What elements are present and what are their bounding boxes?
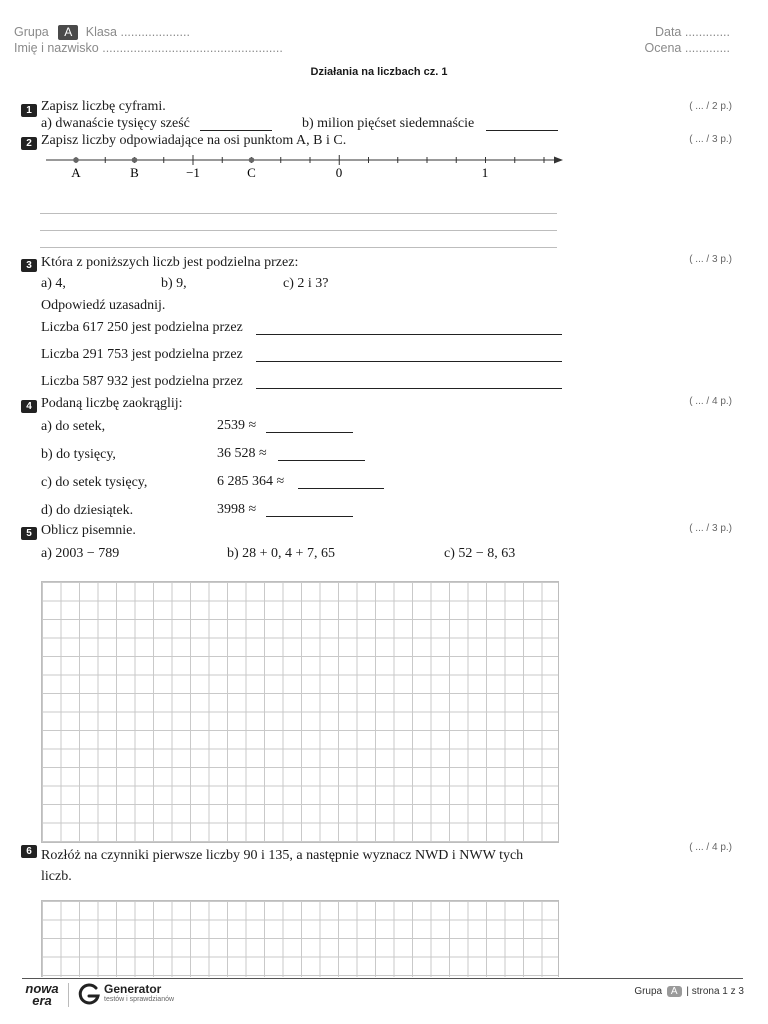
- page-title: Działania na liczbach cz. 1: [310, 66, 448, 78]
- question-1-points: ( ... / 2 p.): [689, 101, 732, 112]
- question-4-row-a-value: 2539 ≈: [217, 418, 257, 433]
- question-3-line-3: Liczba 587 932 jest podzielna przez: [41, 374, 243, 389]
- answer-line-1a[interactable]: [200, 130, 272, 131]
- question-number-2: 2: [21, 137, 37, 150]
- label-B: B: [130, 165, 139, 180]
- point-A: [73, 157, 79, 163]
- question-3-line-2: Liczba 291 753 jest podzielna przez: [41, 347, 243, 362]
- answer-line-4b[interactable]: [278, 460, 365, 461]
- page-indicator: [634, 986, 744, 997]
- question-number-3: 3: [21, 259, 37, 272]
- point-C: [249, 157, 255, 163]
- calculation-grid-6[interactable]: [41, 900, 559, 977]
- nowa-era-logo: nowa era: [25, 981, 59, 1008]
- question-2-text: Zapisz liczby odpowiadające na osi punktom A, B i C.: [41, 133, 347, 148]
- question-4-text: Podaną liczbę zaokrąglij:: [41, 396, 183, 411]
- class-field[interactable]: Klasa ....................: [85, 25, 190, 39]
- grade-field[interactable]: Ocena .............: [644, 41, 730, 55]
- question-4-row-b-value: 36 528 ≈: [217, 446, 267, 461]
- footer-group-badge: A: [667, 986, 682, 997]
- page-footer: [0, 978, 768, 1024]
- footer-group-label: Grupa: [634, 986, 663, 997]
- answer-line-2b[interactable]: [40, 230, 557, 231]
- generator-subtitle: testów i sprawdzianów: [104, 996, 175, 1003]
- question-5-text: Oblicz pisemnie.: [41, 523, 136, 538]
- question-5-a: a) 2003 − 789: [41, 546, 120, 561]
- question-3-opt-b: b) 9,: [161, 276, 187, 291]
- question-6-text-line-1: Rozłóż na czynniki pierwsze liczby 90 i 135, a następnie wyznacz NWD i NWW tych: [41, 848, 524, 863]
- question-3-justify: Odpowiedź uzasadnij.: [41, 298, 166, 313]
- question-number-6: 6: [21, 845, 37, 858]
- question-5-c: c) 52 − 8, 63: [444, 546, 516, 561]
- point-B: [132, 157, 138, 163]
- number-line: [0, 150, 768, 184]
- question-1-text: Zapisz liczbę cyframi.: [41, 99, 166, 114]
- answer-line-4c[interactable]: [298, 488, 384, 489]
- label-A: A: [71, 165, 81, 180]
- question-5-b: b) 28 + 0, 4 + 7, 65: [227, 546, 335, 561]
- question-3-line-1: Liczba 617 250 jest podzielna przez: [41, 320, 243, 335]
- question-3-text: Która z poniższych liczb jest podzielna przez:: [41, 255, 299, 270]
- question-2-points: ( ... / 3 p.): [689, 134, 732, 145]
- answer-line-4d[interactable]: [266, 516, 353, 517]
- date-field[interactable]: Data .............: [654, 25, 730, 39]
- answer-line-4a[interactable]: [266, 432, 353, 433]
- label-zero: 0: [335, 165, 343, 180]
- question-6-points: ( ... / 4 p.): [689, 842, 732, 853]
- footer-page-text: | strona 1 z 3: [686, 986, 744, 997]
- question-4-row-b-label: b) do tysięcy,: [41, 447, 116, 462]
- group-label: Grupa: [14, 25, 49, 39]
- question-4-row-d-label: d) do dziesiątek.: [41, 503, 134, 518]
- answer-line-3a[interactable]: [256, 334, 562, 335]
- answer-line-2a[interactable]: [40, 213, 557, 214]
- question-4-row-c-value: 6 285 364 ≈: [217, 474, 285, 489]
- question-4-row-c-label: c) do setek tysięcy,: [41, 475, 148, 490]
- question-6-text-line-2: liczb.: [41, 869, 72, 884]
- label-C: C: [247, 165, 256, 180]
- question-3-opt-c: c) 2 i 3?: [283, 276, 329, 291]
- label-minus-one: −1: [186, 165, 200, 180]
- question-number-5: 5: [21, 527, 37, 540]
- question-3-opt-a: a) 4,: [41, 276, 66, 291]
- logo-separator: [68, 983, 69, 1007]
- answer-line-1b[interactable]: [486, 130, 558, 131]
- group-badge: A: [58, 25, 78, 40]
- label-one: 1: [481, 165, 489, 180]
- question-4-row-d-value: 3998 ≈: [217, 502, 257, 517]
- question-4-points: ( ... / 4 p.): [689, 396, 732, 407]
- question-5-points: ( ... / 3 p.): [689, 523, 732, 534]
- question-number-1: 1: [21, 104, 37, 117]
- generator-logo-icon: [76, 982, 102, 1008]
- group-label-row: [14, 25, 190, 40]
- question-1-a: a) dwanaście tysięcy sześć: [41, 116, 190, 131]
- answer-line-2c[interactable]: [40, 247, 557, 248]
- name-field[interactable]: Imię i nazwisko ....................................................: [14, 41, 283, 55]
- question-3-points: ( ... / 3 p.): [689, 254, 732, 265]
- answer-line-3c[interactable]: [256, 388, 562, 389]
- question-1-b: b) milion pięćset siedemnaście: [302, 116, 475, 131]
- arrow-icon: [554, 157, 563, 164]
- footer-divider: [22, 978, 743, 979]
- question-number-4: 4: [21, 400, 37, 413]
- generator-title: Generator: [104, 982, 162, 996]
- question-4-row-a-label: a) do setek,: [41, 419, 106, 434]
- answer-line-3b[interactable]: [256, 361, 562, 362]
- calculation-grid-5[interactable]: [41, 581, 559, 843]
